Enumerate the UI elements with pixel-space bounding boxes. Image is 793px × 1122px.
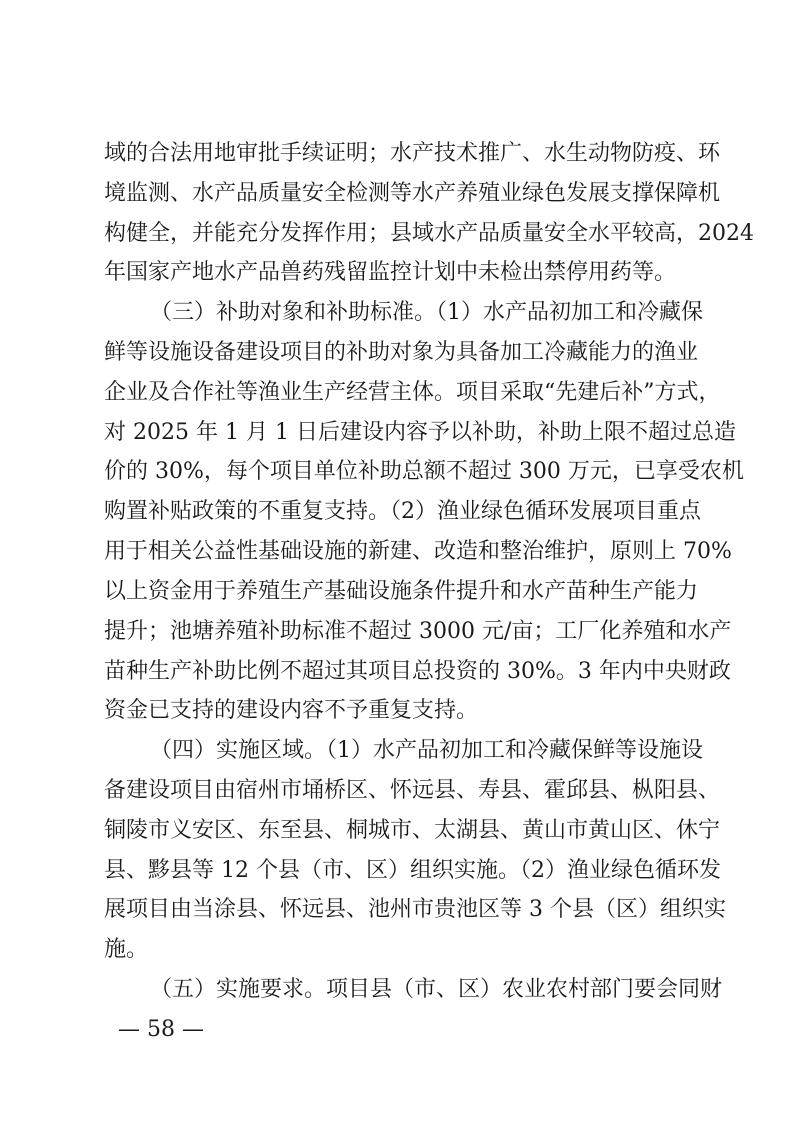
paragraph-line: 展项目由当涂县、怀远县、池州市贵池区等 3 个县（区）组织实 <box>104 897 726 922</box>
paragraph-line: 以上资金用于养殖生产基础设施条件提升和水产苗种生产能力 <box>104 579 699 604</box>
paragraph-line: 鲜等设施设备建设项目的补助对象为具备加工冷藏能力的渔业 <box>104 340 699 365</box>
paragraph-line: 年国家产地水产品兽药残留监控计划中未检出禁停用药等。 <box>104 260 677 285</box>
paragraph-line: 苗种生产补助比例不超过其项目总投资的 30%。3 年内中央财政 <box>104 659 731 684</box>
paragraph-line: 价的 30%，每个项目单位补助总额不超过 300 万元，已享受农机 <box>104 459 744 484</box>
section-heading-line: （四）实施区域。（1）水产品初加工和冷藏保鲜等设施设 <box>150 738 703 763</box>
paragraph-line: 备建设项目由宿州市埇桥区、怀远县、寿县、霍邱县、枞阳县、 <box>104 778 721 803</box>
paragraph-line: 构健全，并能充分发挥作用；县域水产品质量安全水平较高，2024 <box>104 221 754 246</box>
paragraph-line: 提升；池塘养殖补助标准不超过 3000 元/亩；工厂化养殖和水产 <box>104 619 732 644</box>
paragraph-line: 施。 <box>104 937 149 962</box>
paragraph-line: 铜陵市义安区、东至县、桐城市、太湖县、黄山市黄山区、休宁 <box>104 818 721 843</box>
paragraph-line: 企业及合作社等渔业生产经营主体。项目采取“先建后补”方式， <box>104 380 721 405</box>
section-heading-line: （三）补助对象和补助标准。（1）水产品初加工和冷藏保 <box>150 300 703 325</box>
paragraph-line: 资金已支持的建设内容不予重复支持。 <box>104 698 479 723</box>
paragraph-line: 域的合法用地审批手续证明；水产技术推广、水生动物防疫、环 <box>104 141 721 166</box>
paragraph-line: 对 2025 年 1 月 1 日后建设内容予以补助，补助上限不超过总造 <box>104 420 736 445</box>
paragraph-line: 境监测、水产品质量安全检测等水产养殖业绿色发展支撑保障机 <box>104 181 721 206</box>
section-heading-line: （五）实施要求。项目县（市、区）农业农村部门要会同财 <box>150 977 723 1002</box>
paragraph-line: 用于相关公益性基础设施的新建、改造和整治维护，原则上 70% <box>104 539 732 564</box>
paragraph-line: 购置补贴政策的不重复支持。（2）渔业绿色循环发展项目重点 <box>104 499 701 524</box>
paragraph-line: 县、黟县等 12 个县（市、区）组织实施。（2）渔业绿色循环发 <box>104 858 721 883</box>
page-number: — 58 — <box>118 1017 204 1042</box>
